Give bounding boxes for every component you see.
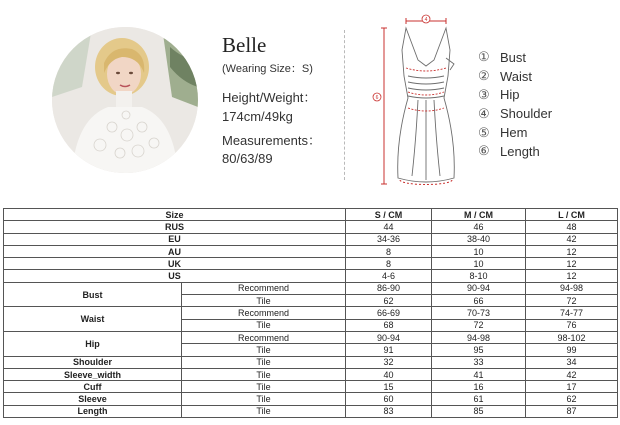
sub-label: Tile: [182, 405, 346, 417]
cell-l: 72: [526, 295, 618, 307]
cell-m: 66: [432, 295, 526, 307]
table-row: [4, 245, 618, 257]
cell-l: 99: [526, 344, 618, 356]
row-label: Hip: [4, 331, 182, 356]
table-row: [4, 221, 618, 233]
cell-m: 72: [432, 319, 526, 331]
section-divider: [344, 30, 345, 180]
cell-s: 68: [346, 319, 432, 331]
row-label: Bust: [4, 282, 182, 307]
cell-l: 34: [526, 356, 618, 368]
measurements-label: Measurements：: [222, 133, 321, 148]
sub-label: Recommend: [182, 307, 346, 319]
dress-diagram: [362, 10, 474, 192]
row-label: US: [4, 270, 346, 282]
legend-label: Bust: [500, 49, 527, 65]
row-label: Cuff: [4, 381, 182, 393]
model-details: [222, 33, 321, 166]
table-row: [4, 331, 618, 343]
legend-number: ③: [478, 86, 490, 102]
cell-m: 94-98: [432, 331, 526, 343]
model-info-panel: [0, 0, 620, 205]
table-row: [4, 405, 618, 417]
row-label: Waist: [4, 307, 182, 332]
cell-l: 94-98: [526, 282, 618, 294]
legend-item-shoulder: [478, 104, 552, 123]
measurements-value: 80/63/89: [222, 151, 273, 166]
cell-m: 85: [432, 405, 526, 417]
table-row: [4, 368, 618, 380]
cell-s: 44: [346, 221, 432, 233]
measurement-legend: [478, 48, 552, 161]
legend-label: Hem: [500, 125, 528, 141]
legend-number: ②: [478, 68, 490, 84]
cell-l: 42: [526, 368, 618, 380]
header-s: S / CM: [346, 209, 432, 221]
legend-number: ⑤: [478, 124, 490, 140]
table-row: [4, 258, 618, 270]
cell-l: 62: [526, 393, 618, 405]
cell-s: 86-90: [346, 282, 432, 294]
cell-l: 42: [526, 233, 618, 245]
cell-l: 48: [526, 221, 618, 233]
header-m: M / CM: [432, 209, 526, 221]
table-row: [4, 233, 618, 245]
sub-label: Tile: [182, 344, 346, 356]
dress-outline-illustration: [362, 10, 474, 192]
legend-label: Length: [500, 143, 540, 159]
cell-m: 16: [432, 381, 526, 393]
sub-label: Tile: [182, 319, 346, 331]
cell-s: 8: [346, 245, 432, 257]
sub-label: Tile: [182, 368, 346, 380]
height-weight-value: 174cm/49kg: [222, 109, 293, 124]
row-label: AU: [4, 245, 346, 257]
legend-number: ④: [478, 105, 490, 121]
sub-label: Tile: [182, 295, 346, 307]
legend-label: Hip: [500, 87, 520, 103]
sub-label: Recommend: [182, 282, 346, 294]
cell-s: 90-94: [346, 331, 432, 343]
row-label: UK: [4, 258, 346, 270]
cell-m: 90-94: [432, 282, 526, 294]
cell-m: 70-73: [432, 307, 526, 319]
legend-item-length: [478, 142, 552, 161]
cell-s: 66-69: [346, 307, 432, 319]
height-weight-label: Height/Weight：: [222, 90, 317, 105]
row-label: Shoulder: [4, 356, 182, 368]
cell-m: 61: [432, 393, 526, 405]
cell-s: 83: [346, 405, 432, 417]
cell-l: 17: [526, 381, 618, 393]
header-l: L / CM: [526, 209, 618, 221]
row-label: Sleeve: [4, 393, 182, 405]
model-photo-illustration: [52, 27, 198, 173]
cell-m: 46: [432, 221, 526, 233]
side-marker: 6: [375, 95, 379, 101]
cell-m: 33: [432, 356, 526, 368]
wearing-size: (Wearing Size：S): [222, 63, 313, 75]
top-marker: 4: [424, 17, 428, 23]
cell-s: 40: [346, 368, 432, 380]
cell-s: 8: [346, 258, 432, 270]
legend-item-bust: [478, 48, 552, 67]
legend-label: Shoulder: [500, 106, 553, 122]
cell-s: 32: [346, 356, 432, 368]
legend-item-hem: [478, 123, 552, 142]
table-row: [4, 307, 618, 319]
cell-s: 34-36: [346, 233, 432, 245]
legend-label: Waist: [500, 68, 533, 84]
table-row: [4, 381, 618, 393]
table-header-row: [4, 209, 618, 221]
legend-number: ⑥: [478, 143, 490, 159]
table-row: [4, 393, 618, 405]
cell-l: 12: [526, 258, 618, 270]
cell-s: 4-6: [346, 270, 432, 282]
cell-s: 62: [346, 295, 432, 307]
cell-m: 8-10: [432, 270, 526, 282]
table-row: [4, 282, 618, 294]
row-label: EU: [4, 233, 346, 245]
sub-label: Recommend: [182, 331, 346, 343]
cell-m: 95: [432, 344, 526, 356]
legend-item-hip: [478, 86, 552, 105]
row-label: Length: [4, 405, 182, 417]
row-label: Sleeve_width: [4, 368, 182, 380]
cell-m: 10: [432, 245, 526, 257]
cell-l: 12: [526, 245, 618, 257]
cell-l: 87: [526, 405, 618, 417]
cell-l: 74-77: [526, 307, 618, 319]
model-name: Belle: [222, 33, 267, 57]
cell-l: 98-102: [526, 331, 618, 343]
row-label: RUS: [4, 221, 346, 233]
cell-m: 41: [432, 368, 526, 380]
sub-label: Tile: [182, 356, 346, 368]
table-row: [4, 270, 618, 282]
sub-label: Tile: [182, 393, 346, 405]
cell-m: 10: [432, 258, 526, 270]
table-row: [4, 356, 618, 368]
cell-l: 12: [526, 270, 618, 282]
cell-m: 38-40: [432, 233, 526, 245]
cell-l: 76: [526, 319, 618, 331]
legend-item-waist: [478, 67, 552, 86]
model-photo: [52, 27, 198, 173]
size-chart-table: [3, 208, 618, 418]
sub-label: Tile: [182, 381, 346, 393]
cell-s: 91: [346, 344, 432, 356]
legend-number: ①: [478, 49, 490, 65]
cell-s: 15: [346, 381, 432, 393]
header-size: Size: [4, 209, 346, 221]
cell-s: 60: [346, 393, 432, 405]
